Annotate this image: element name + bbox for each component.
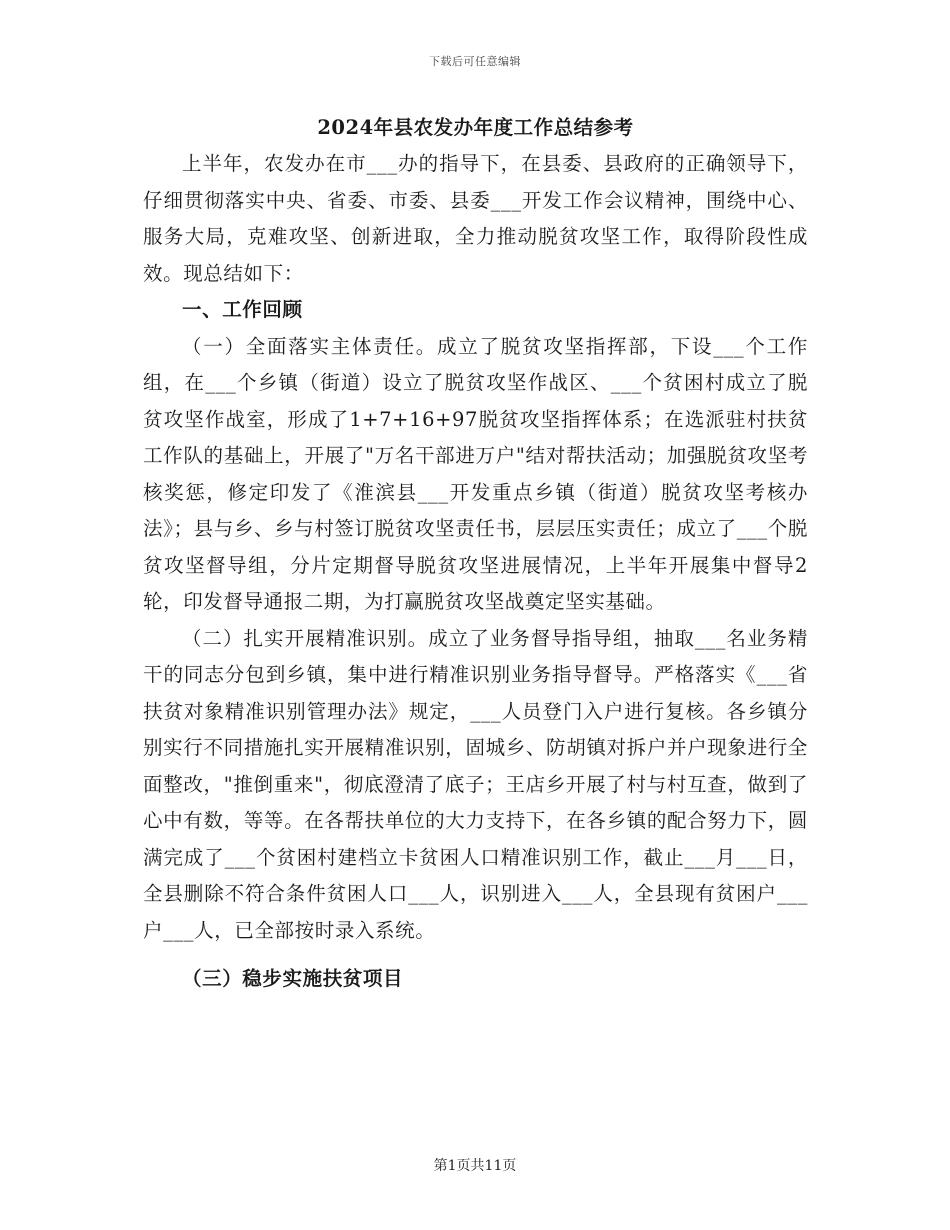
page-footer: 第1页共11页 <box>433 1158 517 1174</box>
section-heading-review: 一、工作回顾 <box>182 298 303 321</box>
subheading-projects: （三）稳步实施扶贫项目 <box>182 967 404 990</box>
paragraph-identification: （二）扎实开展精准识别。成立了业务督导指导组，抽取___名业务精干的同志分包到乡镇，集中进行精准识别业务指导督导。严格落实《___省扶贫对象精准识别管理办法》规定，___人员登门入户进行复核。各乡镇分别实行不同措施扎实开展精准识别，固城乡、防胡镇对拆户并户现象进行全面整改，"推倒重来"，彻底澄清了底子；王店乡开展了村与村互查，做到了心中有数，等等。在各帮扶单位的大力支持下，在各乡镇的配合努力下，圆满完成了___个贫困村建档立卡贫困人口精准识别工作，截止___月___日，全县删除不符合条件贫困人口___人，识别进入___人，全县现有贫困户___户___人，已全部按时录入系统。 <box>143 626 808 942</box>
header-note: 下载后可任意编辑 <box>429 55 521 68</box>
document-body <box>143 110 808 998</box>
paragraph-responsibility: （一）全面落实主体责任。成立了脱贫攻坚指挥部，下设___个工作组，在___个乡镇（街道）设立了脱贫攻坚作战区、___个贫困村成立了脱贫攻坚作战室，形成了1+7+16+97脱贫攻坚指挥体系；在选派驻村扶贫工作队的基础上，开展了"万名干部进万户"结对帮扶活动；加强脱贫攻坚考核奖惩，修定印发了《淮滨县___开发重点乡镇（街道）脱贫攻坚考核办法》；县与乡、乡与村签订脱贫攻坚责任书，层层压实责任；成立了___个脱贫攻坚督导组，分片定期督导脱贫攻坚进展情况，上半年开展集中督导2轮，印发督导通报二期，为打赢脱贫攻坚战奠定坚实基础。 <box>143 334 808 613</box>
document-title: 2024年县农发办年度工作总结参考 <box>317 116 634 139</box>
intro-paragraph: 上半年，农发办在市___办的指导下，在县委、县政府的正确领导下，仔细贯彻落实中央、省委、市委、县委___开发工作会议精神，围绕中心、服务大局，克难攻坚、创新进取，全力推动脱贫攻坚工作，取得阶段性成效。现总结如下： <box>143 152 808 285</box>
